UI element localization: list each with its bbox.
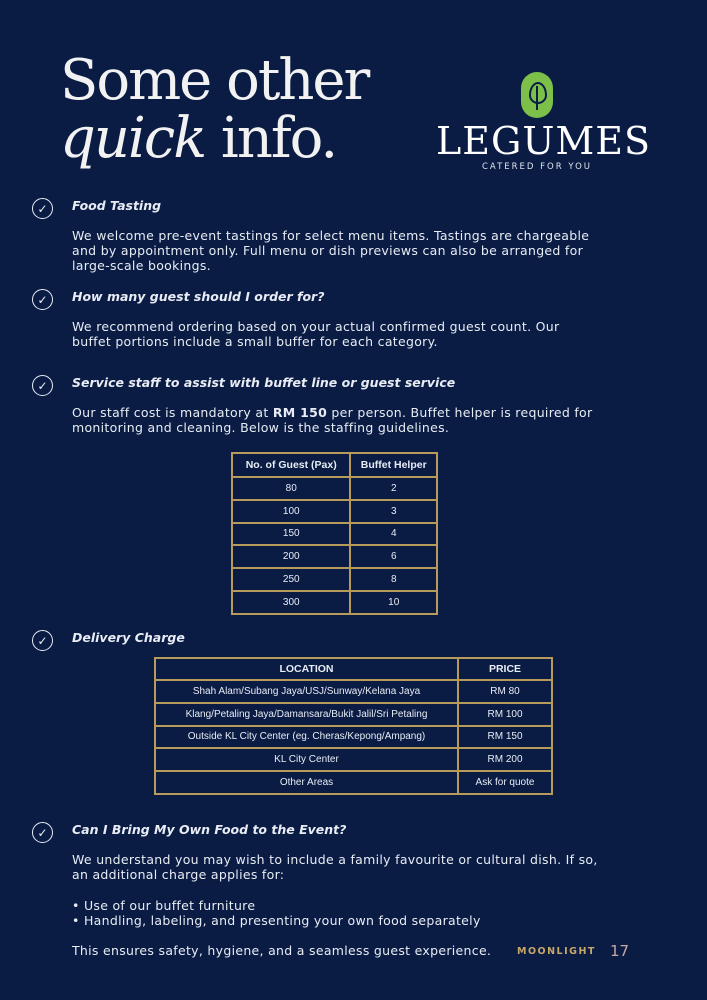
- table-row: [155, 726, 552, 749]
- table-row: [232, 568, 437, 591]
- question-heading: Delivery Charge: [72, 630, 185, 645]
- answer-text: We understand you may wish to include a family favourite or cultural dish. If so, an additional charge applies for:: [72, 852, 598, 882]
- check-icon: ✓: [32, 289, 53, 310]
- table-cell: KL City Center: [155, 748, 458, 771]
- table-cell: Klang/Petaling Jaya/Damansara/Bukit Jalil/Sri Petaling: [155, 703, 458, 726]
- bullet-item: • Handling, labeling, and presenting your own food separately: [72, 913, 481, 928]
- table-cell: 10: [350, 591, 437, 614]
- page-number: 17: [610, 942, 630, 960]
- page-title: Some other quick info.: [60, 48, 369, 171]
- legumes-logo: LEGUMES CATERED FOR YOU: [436, 72, 638, 172]
- check-icon: ✓: [32, 375, 53, 396]
- table-cell: Ask for quote: [458, 771, 552, 794]
- table-cell: RM 150: [458, 726, 552, 749]
- bullet-item: • Use of our buffet furniture: [72, 898, 256, 913]
- question-heading: Food Tasting: [72, 198, 162, 213]
- table-cell: Outside KL City Center (eg. Cheras/Kepong/Ampang): [155, 726, 458, 749]
- check-icon: ✓: [32, 822, 53, 843]
- question-heading: How many guest should I order for?: [72, 289, 325, 304]
- table-row: [232, 477, 437, 500]
- leaf-icon: [521, 72, 553, 118]
- table-cell: 100: [232, 500, 350, 523]
- table-row: [155, 703, 552, 726]
- staffing-table: No. of Guest (Pax) Buffet Helper 80 2 100 3 150 4 200 6 250 8 300 10: [231, 452, 438, 615]
- table-cell: Other Areas: [155, 771, 458, 794]
- table-row: [232, 500, 437, 523]
- check-icon: ✓: [32, 630, 53, 651]
- check-icon: ✓: [32, 198, 53, 219]
- table-cell: 150: [232, 523, 350, 546]
- table-row: [232, 591, 437, 614]
- answer-text: We welcome pre-event tastings for select menu items. Tastings are chargeable and by appointment only. Full menu or dish previews can also be arranged for large-scale bookings.: [72, 228, 590, 273]
- table-cell: RM 100: [458, 703, 552, 726]
- answer-text: Our staff cost is mandatory at RM 150 per person. Buffet helper is required for monitoring and cleaning. Below is the staffing guidelines.: [72, 405, 593, 435]
- answer-text: This ensures safety, hygiene, and a seamless guest experience.: [72, 943, 492, 958]
- table-cell: 300: [232, 591, 350, 614]
- table-row: [155, 748, 552, 771]
- table-cell: 8: [350, 568, 437, 591]
- delivery-table: LOCATION PRICE Shah Alam/Subang Jaya/USJ/Sunway/Kelana Jaya RM 80 Klang/Petaling Jaya/Damansara/Bukit Jalil/Sri Petaling RM 100 Outside KL City Center (eg. Cheras/Kepong/Ampang) RM 150 KL City Center RM 200 Other Areas Ask for quote: [154, 657, 553, 795]
- table-cell: RM 80: [458, 680, 552, 703]
- table-cell: Shah Alam/Subang Jaya/USJ/Sunway/Kelana Jaya: [155, 680, 458, 703]
- table-cell: 80: [232, 477, 350, 500]
- table-cell: 200: [232, 545, 350, 568]
- table-cell: 2: [350, 477, 437, 500]
- table-cell: 3: [350, 500, 437, 523]
- question-heading: Can I Bring My Own Food to the Event?: [72, 822, 347, 837]
- table-row: [155, 771, 552, 794]
- question-heading: Service staff to assist with buffet line or guest service: [72, 375, 456, 390]
- table-cell: 6: [350, 545, 437, 568]
- table-row: [232, 523, 437, 546]
- table-cell: 250: [232, 568, 350, 591]
- footer-brand: MOONLIGHT: [517, 946, 596, 957]
- table-cell: RM 200: [458, 748, 552, 771]
- table-row: [232, 545, 437, 568]
- answer-text: We recommend ordering based on your actual confirmed guest count. Our buffet portions include a small buffer for each category.: [72, 319, 560, 349]
- table-row: [155, 680, 552, 703]
- table-cell: 4: [350, 523, 437, 546]
